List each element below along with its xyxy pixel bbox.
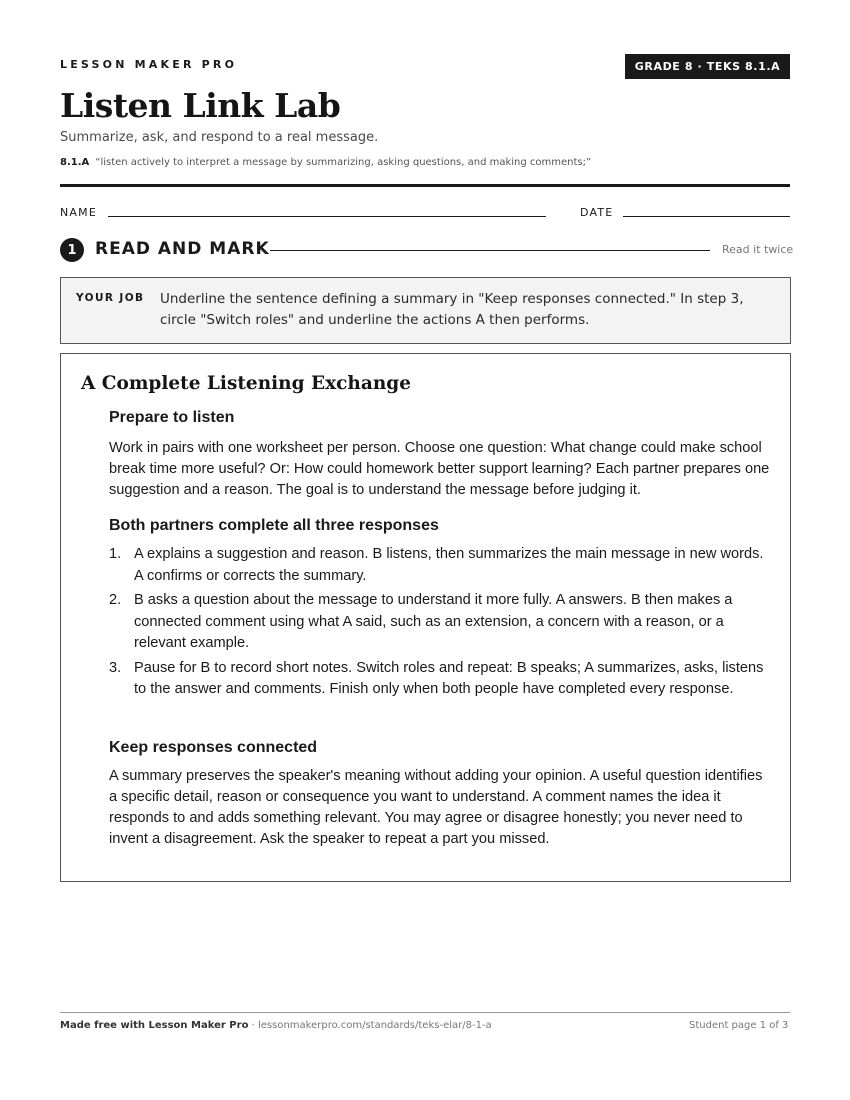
section-heading-prepare: Prepare to listen (109, 409, 235, 426)
passage-title: A Complete Listening Exchange (81, 373, 411, 394)
step-title: READ AND MARK (95, 239, 270, 259)
list-item-number: 3. (109, 659, 122, 676)
step-note: Read it twice (722, 243, 794, 256)
section-heading-responses: Both partners complete all three responses (109, 517, 439, 534)
footer-url[interactable]: lessonmakerpro.com/standards/teks-elar/8-1-a (257, 1020, 492, 1031)
worksheet-title: Listen Link Lab (60, 86, 341, 125)
list-item-text: B asks a question about the message to understand it more fully. A answers. B then makes a connected comment using what A said, such as an extension, a concern with a reason, or a relevant example. (134, 592, 733, 651)
name-field[interactable] (108, 216, 546, 217)
date-field[interactable] (623, 216, 790, 217)
list-item-text: Pause for B to record short notes. Switch roles and repeat: B speaks; A summarizes, asks, listens to the answer and comments. Finish only when both people have completed every response. (134, 659, 764, 697)
response-steps-list (109, 544, 774, 704)
footer-credit (60, 1020, 492, 1031)
worksheet-subtitle: Summarize, ask, and respond to a real message. (60, 130, 379, 145)
footer-made-with: Made free with Lesson Maker Pro (60, 1020, 249, 1031)
list-item (109, 658, 774, 701)
section-body-prepare: Work in pairs with one worksheet per person. Choose one question: What change could make school break time more useful? Or: How could homework better support learning? Each partner prepares one suggestion and a reason. The goal is to understand the message before judging it. (109, 440, 770, 498)
your-job-text: Underline the sentence defining a summary in "Keep responses connected." In step 3, circle "Switch roles" and underline the actions A then performs. (160, 291, 744, 328)
reading-passage (60, 353, 791, 882)
name-label: NAME (60, 206, 97, 219)
footer-divider (60, 1012, 790, 1013)
list-item-number: 2. (109, 592, 122, 608)
header-divider (60, 184, 790, 187)
standard-line (60, 157, 591, 168)
date-label: DATE (580, 206, 614, 219)
list-item-number: 1. (109, 546, 122, 562)
section-body-connected: A summary preserves the speaker's meaning without adding your opinion. A useful question identifies a specific detail, reason or consequence you want to understand. A comment names the idea it responds to and adds something relevant. You may agree or disagree honestly; you never need to invent a disagreement. Ask the speaker to repeat a part you missed. (109, 768, 763, 847)
step-number-badge: 1 (60, 238, 84, 262)
footer-separator: · (248, 1020, 258, 1031)
section-heading-connected: Keep responses connected (109, 739, 318, 756)
step-divider (270, 250, 710, 251)
your-job-label: YOUR JOB (76, 292, 145, 304)
grade-badge: GRADE 8 · TEKS 8.1.A (625, 54, 790, 79)
list-item-text: A explains a suggestion and reason. B listens, then summarizes the main message in new words. A confirms or corrects the summary. (134, 546, 764, 584)
footer-page-number: Student page 1 of 3 (689, 1020, 789, 1031)
your-job-box (60, 277, 791, 344)
brand-wordmark: LESSON MAKER PRO (60, 58, 238, 71)
list-item (109, 590, 774, 655)
standard-text: “listen actively to interpret a message by summarizing, asking questions, and making comments;” (95, 157, 592, 168)
list-item (109, 544, 774, 587)
standard-code: 8.1.A (60, 157, 90, 168)
